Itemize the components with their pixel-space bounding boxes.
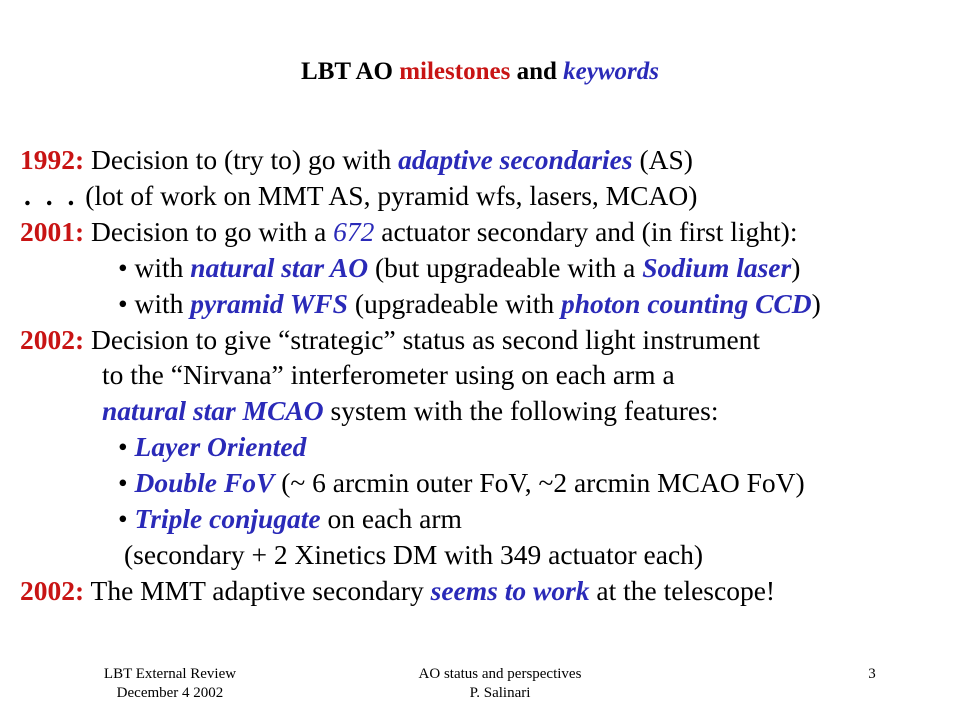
text: (upgradeable with (347, 287, 561, 319)
text: Decision to (try to) go with (84, 144, 399, 175)
text: • (118, 431, 135, 463)
text: ) (791, 251, 801, 283)
bullet-triple-conjugate (0, 501, 960, 537)
text: (but upgradeable with a (368, 251, 643, 283)
bullet-double-fov (0, 465, 960, 501)
text: The MMT adaptive secondary (84, 574, 431, 606)
bullet-layer-oriented (0, 429, 960, 465)
footer-talk-title: AO status and perspectives (418, 666, 582, 682)
footer-event (60, 665, 280, 703)
milestone-ellipsis (0, 178, 960, 214)
footer-event-name: LBT External Review (103, 666, 237, 682)
title-prefix: LBT AO (301, 58, 400, 85)
milestone-2002-strategic (0, 322, 960, 358)
text: on each arm (320, 503, 462, 535)
text: to the “Nirvana” interferometer using on each arm a (102, 359, 675, 391)
text: • (118, 503, 135, 535)
milestone-2002-mmt (0, 573, 960, 609)
triple-conjugate-detail (0, 537, 960, 573)
text: (lot of work on MMT AS, pyramid wfs, lasers, MCAO) (78, 179, 698, 211)
keyword: Layer Oriented (134, 431, 307, 463)
footer-talk (380, 665, 620, 703)
text: • (118, 467, 135, 499)
title-milestones: milestones (399, 58, 511, 85)
text: system with the following features: (323, 395, 719, 427)
keyword: natural star MCAO (102, 395, 324, 427)
page-number: 3 (868, 666, 876, 682)
keyword: Triple conjugate (134, 503, 321, 535)
keyword: photon counting CCD (560, 287, 812, 319)
text: (~ 6 arcmin outer FoV, ~2 arcmin MCAO FoV) (274, 467, 805, 499)
footer-author: P. Salinari (469, 685, 531, 701)
bullet-natural-star-ao (0, 250, 960, 286)
milestone-2002-line3 (0, 393, 960, 429)
milestone-1992 (0, 142, 960, 178)
text: actuator secondary and (in first light): (374, 215, 798, 247)
milestones-list (0, 142, 960, 609)
year-label: 2002: (20, 574, 85, 606)
year-label: 2002: (20, 323, 85, 355)
text: (secondary + 2 Xinetics DM with 349 actuator each) (124, 538, 704, 570)
text: (AS) (632, 144, 693, 175)
keyword: Double FoV (134, 467, 275, 499)
footer-date: December 4 2002 (116, 685, 224, 701)
title-and: and (510, 58, 564, 85)
text: • with (118, 251, 191, 283)
keyword: 672 (333, 215, 375, 247)
year-label: 1992: (20, 144, 85, 175)
slide-title (0, 56, 960, 88)
title-keywords: keywords (563, 58, 659, 85)
keyword: seems to work (430, 574, 590, 606)
text: • with (118, 287, 191, 319)
keyword: pyramid WFS (190, 287, 348, 319)
milestone-2001 (0, 214, 960, 250)
ellipsis: . . . (24, 179, 79, 211)
text: Decision to give “strategic” status as second light instrument (84, 323, 761, 355)
text: ) (811, 287, 821, 319)
text: Decision to go with a (84, 215, 334, 247)
milestone-2002-line2 (0, 357, 960, 393)
text: at the telescope! (589, 574, 776, 606)
bullet-pyramid-wfs (0, 286, 960, 322)
year-label: 2001: (20, 215, 85, 247)
keyword: adaptive secondaries (398, 144, 633, 175)
keyword: Sodium laser (642, 251, 792, 283)
keyword: natural star AO (190, 251, 369, 283)
